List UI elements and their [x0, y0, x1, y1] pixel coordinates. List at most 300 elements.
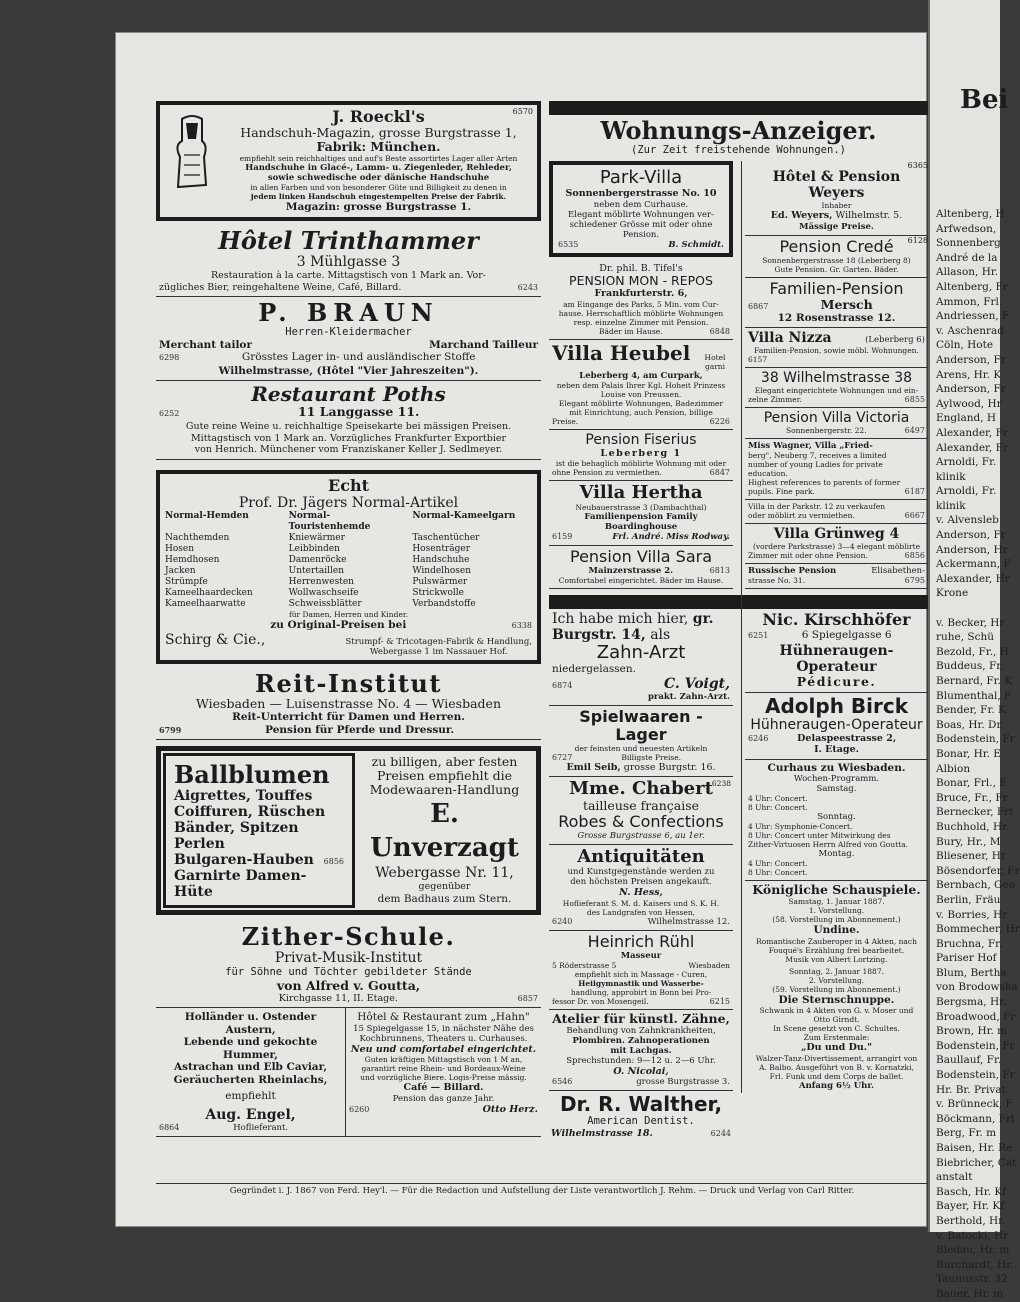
unverzagt-line: Modewaaren-Handlung [369, 782, 520, 797]
poths-line: Mittagstisch von 1 Mark an. Vorzügliches Frankfurter Exportbier [190, 432, 507, 444]
monrepos-address: Frankfurterstr. 6, [594, 288, 688, 299]
jaeger-item: Kameelhaarwatte [165, 598, 246, 609]
seib-owner: Emil Seib, [566, 761, 621, 773]
monrepos-line: resp. einzelne Zimmer mit Pension. [573, 317, 709, 327]
ballblumen-ad [156, 746, 541, 915]
nizza-address: (Leberberg 6) [865, 335, 925, 345]
facing-page [928, 0, 1020, 1300]
monrepos-line: hause. Herrschaftlich möblirte Wohnungen [558, 308, 724, 318]
guest-list-line: Arfwedson, [936, 222, 997, 235]
seib-line: Billigste Preise. [621, 752, 682, 762]
ad-number: 6243 [517, 282, 538, 292]
crede-name: Pension Credé [779, 236, 894, 256]
hess-owner: N. Hess, [619, 887, 663, 898]
jaeger-firm: Schirg & Cie., [165, 632, 266, 648]
guest-list-line: André de la [936, 251, 998, 264]
birck-address: Delaspeestrasse 2, [797, 732, 897, 744]
guest-list-line: Bodenstein, Fr [936, 1039, 1015, 1052]
jaeger-item: Herrenwesten [288, 576, 354, 587]
russ-ad [745, 564, 928, 589]
kirsch-line: Hühneraugen-Operateur [779, 642, 894, 675]
villa12-line: Villa in der Parkstr. 12 zu verkaufen [748, 502, 886, 511]
newspaper-page [115, 32, 927, 1227]
zither-line: Kirchgasse 11, II. Etage. [278, 992, 398, 1004]
hertha-name: Villa Hertha [579, 482, 703, 503]
russ-line: Elisabethen- [871, 566, 925, 576]
crede-ad [745, 236, 928, 278]
braun-line: Wilhelmstrasse, (Hôtel "Vier Jahreszeiten"). [218, 364, 479, 377]
seib-ad [549, 706, 733, 778]
glove-illustration [168, 115, 216, 195]
guest-list-line: Aylwood, Hr [936, 397, 1002, 410]
guest-list-line: Böckmann, Frl [936, 1112, 1015, 1125]
ballblumen-item: Garnirte Damen-Hüte [174, 868, 307, 900]
guest-list-line: Bonar, Frl., E [936, 777, 1007, 790]
birck-ad [745, 693, 928, 760]
guest-list-line: Bledau, Hr. m [936, 1244, 1010, 1257]
weyers-name: Hôtel & Pension Weyers [772, 169, 901, 201]
guest-list-line: Bury, Hr., M [936, 835, 1001, 848]
voigt-address: gr. Burgstr. 14, [552, 611, 714, 643]
guest-list-line: Arens, Hr. K [936, 368, 1002, 381]
jaeger-item: Untertaillen [288, 565, 345, 576]
guest-list-line: Burchardt, Hr. [936, 1258, 1014, 1271]
jaeger-item: Kameelhaardecken [165, 587, 253, 598]
hahn-line: Café — Billard. [403, 1082, 484, 1093]
ad-number: 6727 [552, 752, 573, 762]
guest-list-line: Ammon, Frl. [936, 295, 1003, 308]
ruehl-line: empfiehlt sich in Massage - Curen, [574, 969, 708, 979]
ruehl-line: Heilgymnastik und Wasserbe- [578, 978, 704, 988]
sara-line: Comfortabel eingerichtet. Bäder im Hause. [558, 576, 724, 585]
sara-ad [549, 546, 733, 589]
mersch-ad [745, 278, 928, 329]
voigt-line: als [650, 627, 671, 643]
jaeger-item: Damenröcke [288, 554, 347, 565]
reit-line: Pension für Pferde und Dressur. [265, 723, 455, 736]
w38-line: Elegant eingerichtete Wohnungen und ein- [754, 386, 919, 395]
kirsch-address: 6 Spiegelgasse 6 [801, 629, 892, 641]
guest-list-line: v. Becker, Hr [936, 616, 1005, 629]
schauspiele-line: Sonntag, 2. Januar 1887. [789, 966, 884, 976]
weyers-address: Wilhelmstr. 5. [835, 210, 903, 221]
guest-list-line: Albion [936, 762, 971, 775]
birck-line: Hühneraugen-Operateur [750, 716, 923, 733]
ad-number: 6260 [349, 1104, 370, 1114]
guest-list-line: Biebricher, Cat [936, 1156, 1017, 1169]
ad-number: 6251 [748, 631, 769, 640]
fiserius-line: ohne Pension zu vermiethen. [552, 468, 662, 477]
mersch-address: 12 Rosenstrasse 12. [777, 311, 896, 324]
kirsch-ad [745, 609, 928, 693]
nicolai-owner: O. Nicolai, [613, 1065, 669, 1077]
ballblumen-title: Ballblumen [174, 760, 330, 789]
jaeger-item: Pulswärmer [412, 576, 468, 587]
roeckl-line: empfiehlt sein reichhaltiges und auf's Beste assortirtes Lager aller Arten [239, 154, 518, 163]
jaeger-item: Wollwaschseife [288, 587, 359, 598]
zither-name: Zither-Schule. [241, 922, 456, 951]
trinthammer-address: 3 Mühlgasse 3 [296, 254, 401, 270]
villa12-ad [745, 500, 928, 524]
guest-list-line: Broadwood, Fr [936, 1010, 1016, 1023]
nicolai-line: Plombiren. Zahnoperationen [572, 1035, 710, 1046]
poths-ad [156, 381, 541, 460]
walther-line: American Dentist. [587, 1115, 695, 1127]
guest-list-line: Bayer, Hr. Kf [936, 1200, 1005, 1213]
schauspiele-line: Samstag, 1. Januar 1887. [788, 897, 885, 906]
gruenweg-line: Zimmer mit oder ohne Pension. [748, 551, 868, 560]
guest-list-line: anstalt [936, 1171, 973, 1184]
heubel-address: Leberberg 4, am Curpark, [579, 370, 703, 381]
villa12-line: oder möblirt zu vermiethen. [748, 511, 855, 520]
schauspiele-line: Schwank in 4 Akten von G. v. Moser und [759, 1006, 914, 1015]
guest-list-line: v. Batocki, Hr [936, 1229, 1009, 1242]
page-footer: Gegründet i. J. 1867 von Ferd. Hey'l. — Für die Redaction und Aufstellung der Liste verantwortlich J. Rehm. — Druck und Verlag von Carl Ritter. [156, 1183, 928, 1197]
guest-list-line: Buchhold, Hr. [936, 820, 1010, 833]
engel-line: Geräucherten Rheinlachs, [173, 1073, 328, 1086]
braun-line: Grösstes Lager in- und ausländischer Stoffe [241, 351, 476, 363]
guest-list-line: Alexander, Fr [936, 426, 1008, 439]
jaeger-item: Nachthemden [165, 532, 230, 543]
guest-list-line: Bergsma, Hr. [936, 996, 1007, 1009]
ruehl-line: 5 Röderstrasse 5 [552, 960, 617, 970]
heubel-line: Elegant möblirte Wohnungen, Badezimmer [558, 398, 724, 408]
voigt-line: Ich habe mich hier, [552, 611, 689, 627]
parkvilla-ad [549, 161, 733, 257]
ballblumen-item: Bulgaren-Hauben [174, 852, 314, 868]
monrepos-line: Dr. phil. B. Tifel's [599, 262, 683, 274]
ruehl-name: Heinrich Rühl [587, 931, 695, 951]
unverzagt-line: dem Badhaus zum Stern. [377, 892, 512, 905]
guest-list-line [936, 601, 1006, 616]
ballblumen-item: Bänder, Spitzen [174, 820, 299, 836]
ballblumen-item: Aigrettes, Touffes [174, 788, 313, 804]
nicolai-ad [549, 1010, 733, 1092]
ad-number: 6246 [748, 733, 769, 743]
jaeger-firm-line: Webergasse 1 im Nassauer Hof. [369, 647, 508, 657]
jaeger-item: Handschuhe [412, 554, 470, 565]
jaeger-ad [156, 470, 541, 665]
guest-list-line: Berlin, Fräu [936, 893, 1001, 906]
walther-name: Dr. R. Walther, [559, 1092, 723, 1116]
schauspiele-line: Zum Erstenmale: [803, 1033, 870, 1042]
parkvilla-owner: B. Schmidt. [668, 239, 724, 250]
engel-line: empfiehlt [225, 1090, 276, 1102]
parkvilla-line: schiedener Grösse mit oder ohne Pension. [569, 219, 713, 240]
w38-line: zelne Zimmer. [748, 395, 802, 404]
russ-name: Russische Pension [748, 566, 837, 576]
ruehl-line: handlung, approbirt in Bonn bei Pro- [570, 987, 712, 997]
curhaus-subtitle: Wochen-Programm. [793, 774, 880, 784]
nicolai-line: mit Lachgas. [610, 1045, 672, 1056]
jaeger-col1-head: Normal-Hemden [165, 510, 249, 521]
ad-number: 6667 [904, 511, 925, 520]
ad-number: 6365 [907, 161, 928, 170]
curhaus-item: 4 Uhr: Symphonie-Concert. [748, 822, 853, 831]
hahn-line: Kochbrunnens, Theaters u. Curhauses. [359, 1033, 528, 1044]
hahn-line: Pension das ganze Jahr. [392, 1093, 495, 1104]
ad-number: 6535 [558, 239, 579, 249]
guest-list-line: Ackermann, F [936, 558, 1011, 571]
braun-name: P. BRAUN [258, 298, 439, 327]
curhaus-item: 8 Uhr: Concert unter Mitwirkung des [748, 831, 891, 840]
walther-ad [549, 1091, 733, 1141]
parkvilla-name: Park-Villa [599, 167, 683, 188]
schauspiele-program [745, 881, 928, 1093]
ad-number: 6847 [709, 468, 730, 477]
wohnungs-title: Wohnungs-Anzeiger. [600, 116, 877, 145]
trinthammer-name: Hôtel Trinthammer [218, 226, 479, 255]
nicolai-line: Behandlung von Zahnkrankheiten, [566, 1025, 716, 1036]
schauspiele-start: Anfang 6½ Uhr. [798, 1080, 874, 1091]
fiserius-address: Leberberg 1 [600, 447, 682, 459]
ad-number: 6252 [159, 409, 180, 418]
ad-number: 6240 [552, 916, 573, 926]
mersch-name: Familien-Pension [769, 278, 904, 298]
chabert-line: Grosse Burgstrasse 6, au 1er. [577, 831, 705, 841]
seib-line: der feinsten und neuesten Artikeln [574, 743, 708, 753]
nizza-ad [745, 328, 928, 368]
unverzagt-line: Preisen empfiehlt die [376, 768, 513, 783]
roeckl-line: Handschuhe in Glacé-, Lamm- u. Ziegenleder, Rehleder, [245, 163, 512, 173]
engel-line: Holländer u. Ostender Austern, [184, 1011, 317, 1036]
poths-line: von Henrich. Münchener vom Franziskaner Keller J. Sedlmeyer. [194, 444, 503, 455]
nizza-line: Familien-Pension, sowie möbl. Wohnungen. [754, 346, 919, 355]
guest-list-line: Pariser Hof [936, 952, 997, 965]
guest-list-line: Bodenstein, Fr [936, 1069, 1015, 1082]
roeckl-line: sowie schwedische oder dänische Handschuhe [267, 173, 490, 183]
ad-number: 6244 [710, 1128, 731, 1138]
guest-list-line: Baullauf, Fr. [936, 1054, 1002, 1067]
crede-line: Sonnenbergerstrasse 18 (Leberberg 8) [762, 255, 911, 265]
zither-line: Privat-Musik-Institut [274, 950, 423, 966]
jaeger-item: Hosenträger [412, 543, 471, 554]
guest-list-line: Andriessen, F [936, 310, 1010, 323]
victoria-ad [745, 408, 928, 439]
curhaus-item: 8 Uhr: Concert. [748, 803, 808, 812]
reit-line: Reit-Unterricht für Damen und Herren. [232, 711, 465, 723]
ad-number: 6226 [709, 416, 730, 426]
curhaus-day: Sonntag. [817, 812, 856, 822]
wagner-line: berg", Neuberg 7, receives a limited [748, 451, 887, 460]
guest-list-line: v. Alvensleb [936, 514, 999, 527]
ruehl-line: Masseur [620, 950, 662, 961]
roeckl-line: in allen Farben und von besonderer Güte und Billigkeit zu denen in [250, 183, 507, 192]
wagner-line: pupils. Fine park. [748, 487, 815, 496]
curhaus-day: Montag. [818, 849, 855, 859]
guest-list-line: Cöln, Hote [936, 339, 994, 352]
curhaus-program [745, 760, 928, 882]
monrepos-line: Bäder im Hause. [599, 326, 663, 336]
guest-list-line: Anderson, Hr [936, 543, 1008, 556]
guest-list-line: Altenberg, H [936, 208, 1005, 220]
middle-column [549, 161, 733, 1141]
schauspiele-line: (58. Vorstellung im Abonnement.) [772, 915, 901, 924]
weyers-owner: Ed. Weyers, [770, 210, 833, 221]
voigt-title: Zahn-Arzt [596, 642, 686, 663]
guest-list-line: von Brodowska [936, 981, 1018, 994]
guest-list-line: v. Borries, Hr [936, 908, 1008, 921]
unverzagt-line: zu billigen, aber festen [371, 754, 518, 769]
hess-line: Wilhelmstrasse 12. [647, 916, 730, 927]
guest-list-line: Bommecher, Hr [936, 923, 1020, 936]
poths-line: Gute reine Weine u. reichhaltige Speisekarte bei mässigen Preisen. [185, 421, 512, 432]
zither-line: von Alfred v. Goutta, [276, 977, 421, 993]
roeckl-line: Fabrik: München. [316, 139, 441, 154]
ballblumen-item: Perlen [174, 836, 225, 852]
jaeger-item: Taschentücher [412, 532, 480, 543]
guest-list-line: Alexander, Fr [936, 441, 1008, 454]
reit-name: Reit-Institut [255, 669, 442, 698]
schauspiele-line: (59. Vorstellung im Abonnement.) [772, 984, 901, 994]
victoria-name: Pension Villa Victoria [763, 410, 910, 426]
jaeger-item: Jacken [165, 565, 196, 576]
ad-number: 6867 [748, 301, 769, 311]
jaeger-orig: zu Original-Preisen bei [270, 618, 407, 631]
voigt-name: C. Voigt, [663, 675, 730, 692]
ad-number: 6546 [552, 1077, 573, 1086]
guest-list-line: Bauer, Hr. m [936, 1287, 1004, 1300]
ruehl-line: Wiesbaden [688, 960, 730, 970]
parkvilla-line: neben dem Curhause. [593, 199, 689, 210]
jaeger-side-note: für Damen, Herren und Kinder. [288, 609, 409, 619]
jaeger-title: Prof. Dr. Jägers Normal-Artikel [238, 494, 459, 511]
nicolai-name: Atelier für künstl. Zähne, [552, 1010, 730, 1026]
schauspiele-line: 2. Vorstellung. [808, 975, 865, 985]
guest-list-line: v. Aschenrad [936, 324, 1004, 337]
guest-list-line: Bender, Fr. K [936, 704, 1006, 717]
guest-list-line: Blumenthal, F [936, 689, 1012, 702]
schauspiele-line: Walzer-Tanz-Divertissement, arrangirt von [755, 1053, 918, 1063]
crede-line: Gute Pension. Gr. Garten. Bäder. [774, 264, 899, 274]
ad-number: 6848 [709, 326, 730, 336]
ad-number: 6570 [512, 107, 533, 116]
wagner-line: Miss Wagner, Villa „Fried- [748, 441, 873, 451]
hess-line: Hoflieferant S. M. d. Kaisers und S. K. H. [562, 898, 720, 908]
hahn-line: Guten kräftigen Mittagstisch von 1 M an, [364, 1055, 523, 1064]
ad-number: 6874 [552, 680, 573, 690]
monrepos-line: am Eingange des Parks, 5 Min. vom Cur- [563, 299, 719, 309]
jaeger-item: Schweissblätter [288, 598, 362, 609]
guest-list-line: Buddeus, Fr. [936, 660, 1004, 673]
engel-line: Astrachan und Elb Caviar, [173, 1061, 328, 1073]
guest-list-line: Bonar, Hr. E [936, 747, 1001, 760]
parkvilla-line: Elegant möblirte Wohnungen ver- [568, 209, 714, 220]
hess-line: des Landgrafen von Hessen, [586, 907, 696, 917]
gruenweg-line: (vordere Parkstrasse) 3—4 elegant möblirte [752, 542, 921, 551]
ad-number: 6298 [159, 353, 180, 362]
guest-list-line: Berg, Fr. m [936, 1127, 997, 1140]
guest-list-line: Taunusstr. 32 [936, 1273, 1008, 1286]
sara-name: Pension Villa Sara [569, 547, 713, 566]
heubel-line: Preise. [552, 416, 579, 426]
chabert-line: tailleuse française [582, 798, 700, 813]
guest-list-line: Anderson, Fr [936, 383, 1006, 396]
guest-list-line: Arnoldi, Fr. [936, 485, 997, 498]
schauspiele-line: Frl. Funk und dem Corps de ballet. [769, 1071, 904, 1081]
ad-number: 6799 [159, 724, 182, 735]
wagner-line: number of young Ladies for private education. [748, 460, 883, 478]
wohnungs-top-bar [549, 101, 928, 115]
russ-line: strasse No. 31. [748, 576, 806, 585]
jaeger-item: Hosen [165, 543, 195, 554]
ad-number: 6497 [904, 426, 925, 435]
heubel-line: Louise von Preussen. [600, 389, 682, 399]
roeckl-line: Handschuh-Magazin, grosse Burgstrasse 1, [240, 125, 517, 140]
roeckl-ad [156, 101, 541, 221]
heubel-name: Villa Heubel [552, 340, 691, 365]
guest-list-line: Brown, Hr. m [936, 1025, 1008, 1038]
braun-subtitle: Herren-Kleidermacher [285, 326, 412, 338]
guest-list-line: Boas, Hr. Dr. [936, 718, 1004, 731]
kirsch-line: Pédicure. [796, 673, 877, 689]
fiserius-line: ist die behaglich möblirte Wohnung mit oder [555, 459, 727, 468]
guest-list-line: Altenberg, Fr [936, 280, 1008, 293]
curhaus-item: Zither-Virtuosen Herrn Alfred von Goutta. [748, 840, 908, 849]
ad-number: 6864 [159, 1122, 180, 1132]
guest-list-line: Bernbach, Geo [936, 879, 1015, 892]
poths-address: 11 Langgasse 11. [297, 404, 420, 419]
hess-line: und Kunstgegenstände werden zu [567, 867, 715, 877]
hahn-ad [346, 1008, 541, 1136]
nizza-name: Villa Nizza [748, 330, 832, 346]
hahn-line: und vorzügliche Biere. Logis-Preise mässig. [360, 1073, 527, 1082]
guest-list-line: klinik [936, 499, 966, 512]
birck-line: I. Etage. [814, 744, 859, 755]
ad-number: 6215 [709, 996, 730, 1006]
left-column [156, 101, 541, 1137]
schauspiele-play: Die Sternschnuppe. [778, 993, 895, 1006]
guest-list-line: Bruce, Fr., Fr [936, 791, 1008, 804]
schauspiele-play: Undine. [813, 924, 860, 936]
heubel-ad [549, 340, 733, 430]
jaeger-item: Verbandstoffe [412, 598, 476, 609]
braun-ad [156, 297, 541, 381]
wohnungs-subtitle: (Zur Zeit freistehende Wohnungen.) [631, 144, 846, 156]
guest-list-line: Basch, Hr. Kf [936, 1185, 1007, 1198]
guest-list-line: Bösendorfer, Fr [936, 864, 1020, 877]
nicolai-line: Sprechstunden: 9—12 u. 2—6 Uhr. [566, 1055, 716, 1066]
monrepos-name: PENSION MON - REPOS [569, 273, 713, 288]
fiserius-name: Pension Fiserius [585, 431, 697, 448]
unverzagt-firm: E. Unverzagt [370, 799, 519, 863]
guest-list-line: Bliesener, Hr [936, 850, 1006, 863]
jaeger-firm-line: Strumpf- & Tricotagen-Fabrik & Handlung, [345, 637, 532, 647]
ad-number: 6856 [904, 551, 925, 560]
ruehl-line: fessor Dr. von Mosengeil. [552, 996, 649, 1006]
gruenweg-ad [745, 524, 928, 564]
hahn-line: 15 Spiegelgasse 15, in nächster Nähe des [353, 1023, 534, 1034]
jaeger-col2-head: Normal-Touristenhemde [288, 510, 371, 532]
guest-list-line: ruhe, Schü [936, 631, 995, 644]
wagner-line: Highest references to parents of former [748, 478, 901, 487]
facing-page-title: Bei [960, 85, 1009, 115]
ad-number: 6187 [904, 487, 925, 496]
schauspiele-line: Otto Girndt. [813, 1015, 860, 1024]
jaeger-echt: Echt [328, 475, 369, 495]
engel-ad [156, 1008, 346, 1136]
schauspiele-line: A. Balbo. Ausgeführt von B. v. Kornatzki, [759, 1062, 914, 1072]
ballblumen-item: Coiffuren, Rüschen [174, 804, 326, 820]
roeckl-line: jedem linken Handschuh eingestempelten Preise der Fabrik. [250, 192, 507, 201]
schauspiele-line: In Scene gesetzt von C. Schultes. [773, 1024, 900, 1033]
guest-list-line: Hr. Br. Privat [936, 1083, 1006, 1096]
schauspiele-line: Musik von Albert Lortzing. [785, 954, 888, 964]
schauspiele-play: „Du und Du." [800, 1042, 873, 1053]
reit-ad [156, 668, 541, 740]
voigt-ad [549, 609, 733, 706]
guest-list-line: Bernard, Fr. K [936, 675, 1013, 687]
